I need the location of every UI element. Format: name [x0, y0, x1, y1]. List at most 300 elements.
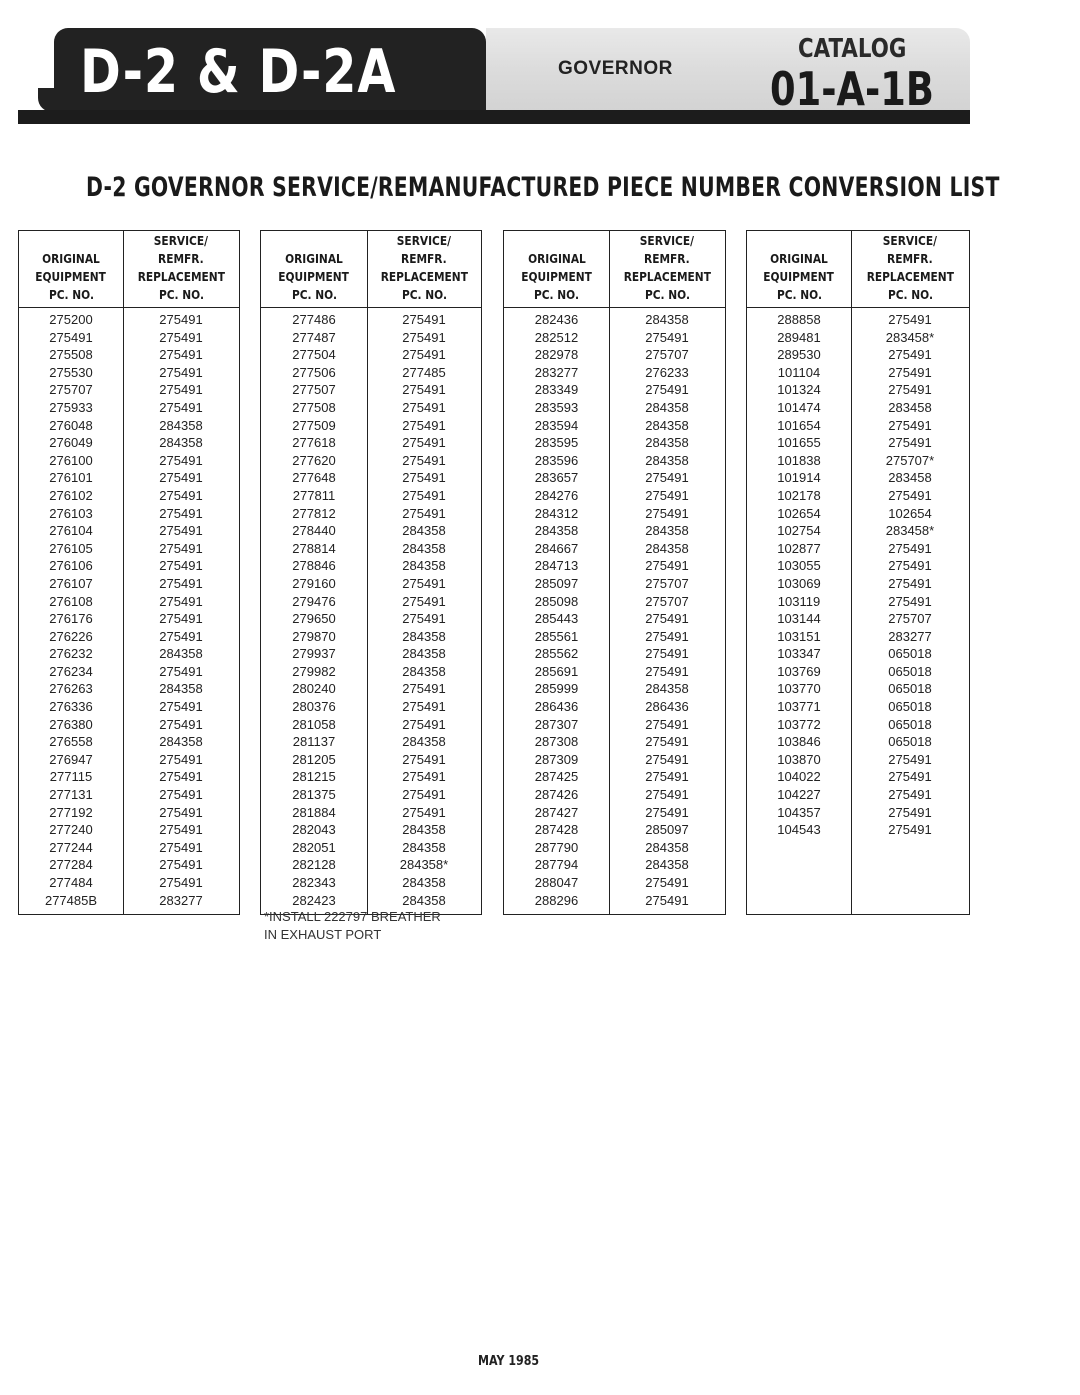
- page-title: D-2 GOVERNOR SERVICE/REMANUFACTURED PIECE NUMBER CONVERSION LIST: [86, 172, 1000, 203]
- service-pc-no-cell: 284358: [645, 857, 689, 873]
- service-pc-no-cell: 275491: [888, 804, 932, 820]
- service-pc-no-cell: 275491: [888, 487, 932, 503]
- original-pc-no-cell: 276104: [49, 523, 93, 539]
- service-pc-no-cell: 275491: [645, 734, 689, 750]
- service-pc-no-cell: 275491: [159, 699, 203, 715]
- catalog-label: CATALOG: [798, 34, 907, 64]
- original-pc-no-cell: 277504: [292, 347, 336, 363]
- original-pc-no-cell: 101655: [777, 435, 821, 451]
- original-pc-no-cell: 288296: [534, 892, 579, 908]
- original-pc-no-header: [504, 231, 610, 307]
- service-pc-no-cell: 275491: [159, 575, 203, 591]
- original-pc-no-cell: 276101: [49, 470, 93, 486]
- header-line: PC. NO.: [533, 287, 580, 302]
- service-pc-no-cell: 275491: [159, 751, 203, 767]
- service-pc-no-cell: 275491: [159, 839, 203, 855]
- original-pc-no-cell: 279476: [292, 593, 336, 609]
- section-label: GOVERNOR: [558, 58, 673, 79]
- service-pc-no-cell: 275491: [402, 417, 446, 433]
- header-line: PC. NO.: [158, 287, 204, 302]
- original-pc-no-cell: 283594: [534, 417, 579, 433]
- original-pc-no-cell: 287790: [534, 839, 579, 855]
- table-header: [747, 231, 969, 308]
- original-pc-no-cell: 103770: [777, 681, 821, 697]
- original-pc-no-cell: 276234: [49, 663, 93, 679]
- service-pc-no-cell: 275491: [645, 787, 689, 803]
- original-pc-no-cell: 277240: [49, 822, 93, 838]
- service-pc-no-cell: 275491: [888, 382, 932, 398]
- original-pc-no-cell: 276263: [49, 681, 93, 697]
- service-pc-no-cell: 284358: [402, 646, 446, 662]
- original-pc-no-cell: 287307: [534, 716, 579, 732]
- service-pc-no-column: [124, 308, 238, 914]
- service-pc-no-cell: 275491: [159, 769, 203, 785]
- service-pc-no-cell: 284358: [159, 734, 203, 750]
- original-pc-no-cell: 284358: [534, 523, 579, 539]
- original-pc-no-cell: 275200: [49, 312, 93, 327]
- header-line: EQUIPMENT: [521, 269, 592, 284]
- service-pc-no-cell: 277485: [402, 364, 446, 380]
- header-line: PC. NO.: [644, 287, 690, 302]
- service-pc-no-cell: 275707*: [885, 452, 935, 468]
- original-pc-no-cell: 102178: [777, 487, 821, 503]
- service-pc-no-cell: 275491: [159, 487, 203, 503]
- header-line: PC. NO.: [776, 287, 822, 302]
- original-pc-no-column: [504, 308, 610, 914]
- original-pc-no-cell: 101914: [777, 470, 821, 486]
- original-pc-no-cell: 275491: [49, 329, 93, 345]
- service-pc-no-cell: 275491: [402, 435, 446, 451]
- original-pc-no-cell: 276105: [49, 540, 93, 556]
- original-pc-no-cell: 276100: [49, 452, 93, 468]
- original-pc-no-cell: 287427: [534, 804, 579, 820]
- service-pc-no-cell: 283458*: [885, 329, 935, 345]
- header-line: EQUIPMENT: [278, 269, 350, 284]
- header-line: REMFR.: [644, 251, 690, 266]
- catalog-number: 01-A-1B: [770, 62, 934, 116]
- service-pc-no-cell: 275491: [402, 751, 446, 767]
- service-pc-no-cell: 275491: [159, 312, 203, 327]
- table-header: [504, 231, 725, 308]
- original-pc-no-cell: 281215: [292, 769, 336, 785]
- original-pc-no-cell: 289481: [777, 329, 821, 345]
- service-pc-no-cell: 284358: [402, 734, 446, 750]
- service-pc-no-cell: 275491: [159, 787, 203, 803]
- service-pc-no-cell: 284358: [402, 540, 446, 556]
- header-line: ORIGINAL: [770, 251, 828, 266]
- service-pc-no-cell: 275491: [645, 505, 689, 521]
- header-line: PC. NO.: [48, 287, 94, 302]
- service-pc-no-cell: 275491: [645, 558, 689, 574]
- service-pc-no-cell: 276233: [645, 364, 689, 380]
- service-pc-no-cell: 275707: [645, 575, 689, 591]
- original-pc-no-cell: 287426: [534, 787, 579, 803]
- service-pc-no-cell: 284358: [159, 646, 203, 662]
- header-line: REPLACEMENT: [137, 269, 225, 284]
- service-pc-no-cell: 275491: [402, 769, 446, 785]
- service-pc-no-cell: 275491: [402, 382, 446, 398]
- original-pc-no-cell: 278846: [292, 558, 336, 574]
- original-pc-no-cell: 283657: [534, 470, 579, 486]
- service-pc-no-cell: 275707: [645, 347, 689, 363]
- header-line: REPLACEMENT: [866, 269, 954, 284]
- footnote: *INSTALL 222797 BREATHER IN EXHAUST PORT: [264, 909, 441, 942]
- service-pc-no-cell: 284358: [645, 452, 689, 468]
- original-pc-no-cell: 280240: [292, 681, 336, 697]
- service-pc-no-cell: 065018: [888, 716, 932, 732]
- service-pc-no-cell: 275491: [402, 329, 446, 345]
- original-pc-no-cell: 283349: [534, 382, 579, 398]
- original-pc-no-cell: 277115: [49, 769, 93, 785]
- original-pc-no-cell: 277507: [292, 382, 336, 398]
- original-pc-no-cell: 280376: [292, 699, 336, 715]
- service-pc-no-cell: 285097: [645, 822, 689, 838]
- service-pc-no-cell: 275491: [888, 822, 932, 838]
- original-pc-no-cell: 281375: [292, 787, 336, 803]
- original-pc-no-header: [747, 231, 852, 307]
- service-pc-no-cell: 284358: [402, 892, 446, 908]
- service-pc-no-cell: 275491: [402, 575, 446, 591]
- original-pc-no-header: [19, 231, 124, 307]
- original-pc-no-cell: 282423: [292, 892, 336, 908]
- service-pc-no-cell: 275491: [888, 575, 932, 591]
- service-pc-no-cell: 284358: [159, 681, 203, 697]
- original-pc-no-cell: 276232: [49, 646, 93, 662]
- original-pc-no-cell: 276226: [49, 628, 93, 644]
- header-line: REMFR.: [158, 251, 204, 266]
- service-pc-no-cell: 275491: [888, 540, 932, 556]
- original-pc-no-cell: 284276: [534, 487, 579, 503]
- original-pc-no-cell: 284713: [534, 558, 579, 574]
- service-pc-no-cell: 284358: [402, 558, 446, 574]
- service-pc-no-cell: 275491: [159, 822, 203, 838]
- original-pc-no-cell: 277131: [49, 787, 93, 803]
- service-pc-no-cell: 275491: [159, 804, 203, 820]
- original-pc-no-cell: 282051: [292, 839, 336, 855]
- original-pc-no-cell: 279937: [292, 646, 336, 662]
- service-pc-no-cell: 275491: [888, 417, 932, 433]
- original-pc-no-cell: 277509: [292, 417, 336, 433]
- original-pc-no-cell: 281205: [292, 751, 336, 767]
- header-line: PC. NO.: [887, 287, 933, 302]
- original-pc-no-cell: 287309: [534, 751, 579, 767]
- service-pc-no-cell: 275491: [888, 593, 932, 609]
- conversion-table-3: [503, 230, 726, 915]
- original-pc-no-cell: 283595: [534, 435, 579, 451]
- service-pc-no-cell: 275491: [645, 892, 689, 908]
- original-pc-no-cell: 103055: [777, 558, 821, 574]
- original-pc-no-cell: 102754: [777, 523, 821, 539]
- service-pc-no-cell: 275491: [159, 347, 203, 363]
- original-pc-no-cell: 288047: [534, 875, 579, 890]
- service-pc-no-cell: 275491: [645, 751, 689, 767]
- original-pc-no-cell: 285561: [534, 628, 579, 644]
- header-line: REMFR.: [887, 251, 933, 266]
- service-pc-no-cell: 275491: [645, 470, 689, 486]
- original-pc-no-cell: 101474: [777, 399, 821, 415]
- original-pc-no-cell: 276103: [49, 505, 93, 521]
- service-pc-no-cell: 284358: [645, 417, 689, 433]
- original-pc-no-cell: 285097: [534, 575, 579, 591]
- service-pc-no-cell: 275491: [645, 382, 689, 398]
- table-header: [261, 231, 481, 308]
- service-pc-no-column: [852, 308, 968, 914]
- service-pc-no-cell: 275491: [159, 663, 203, 679]
- conversion-table-4: [746, 230, 970, 915]
- service-pc-no-cell: 275491: [402, 487, 446, 503]
- service-pc-no-cell: 275491: [159, 593, 203, 609]
- original-pc-no-cell: 279650: [292, 611, 336, 627]
- service-pc-no-cell: 065018: [888, 699, 932, 715]
- service-pc-no-cell: 275491: [159, 399, 203, 415]
- service-pc-no-column: [368, 308, 480, 914]
- original-pc-no-cell: 102877: [777, 540, 821, 556]
- service-pc-no-cell: 275491: [888, 558, 932, 574]
- service-pc-no-cell: 284358: [402, 822, 446, 838]
- service-pc-no-header: [368, 231, 480, 307]
- service-pc-no-cell: 275491: [159, 558, 203, 574]
- original-pc-no-cell: 103870: [777, 751, 821, 767]
- original-pc-no-cell: 281137: [292, 734, 336, 750]
- service-pc-no-cell: 284358: [159, 435, 203, 451]
- service-pc-no-cell: 284358: [645, 523, 689, 539]
- service-pc-no-cell: 275491: [159, 329, 203, 345]
- original-pc-no-cell: 287794: [534, 857, 579, 873]
- service-pc-no-cell: 275491: [159, 452, 203, 468]
- service-pc-no-cell: 275491: [645, 716, 689, 732]
- service-pc-no-cell: 275491: [888, 769, 932, 785]
- original-pc-no-cell: 282343: [292, 875, 336, 890]
- header-line: ORIGINAL: [527, 251, 586, 266]
- service-pc-no-cell: 275491: [888, 751, 932, 767]
- header-line: PC. NO.: [401, 287, 447, 302]
- service-pc-no-cell: 283277: [159, 892, 203, 908]
- original-pc-no-cell: 103151: [777, 628, 821, 644]
- service-pc-no-cell: 275491: [402, 312, 446, 327]
- service-pc-no-cell: 275491: [159, 523, 203, 539]
- original-pc-no-cell: 104543: [777, 822, 821, 838]
- original-pc-no-cell: 276558: [49, 734, 93, 750]
- original-pc-no-cell: 277192: [49, 804, 93, 820]
- header-line: REPLACEMENT: [380, 269, 468, 284]
- original-pc-no-cell: 287308: [534, 734, 579, 750]
- service-pc-no-cell: 284358: [402, 839, 446, 855]
- original-pc-no-cell: 287428: [534, 822, 579, 838]
- service-pc-no-cell: 275491: [645, 769, 689, 785]
- original-pc-no-cell: 277812: [292, 505, 336, 521]
- conversion-table-1: [18, 230, 240, 915]
- original-pc-no-cell: 285691: [534, 663, 579, 679]
- original-pc-no-cell: 103771: [777, 699, 821, 715]
- original-pc-no-cell: 286436: [534, 699, 579, 715]
- original-pc-no-column: [19, 308, 124, 914]
- service-pc-no-cell: 275491: [402, 399, 446, 415]
- service-pc-no-header: [852, 231, 968, 307]
- original-pc-no-cell: 101838: [777, 452, 821, 468]
- original-pc-no-cell: 283277: [534, 364, 579, 380]
- original-pc-no-cell: 285443: [534, 611, 579, 627]
- original-pc-no-cell: 103772: [777, 716, 821, 732]
- original-pc-no-cell: 276048: [49, 417, 93, 433]
- original-pc-no-cell: 277484: [49, 875, 93, 890]
- service-pc-no-cell: 275491: [159, 628, 203, 644]
- original-pc-no-cell: 285999: [534, 681, 579, 697]
- service-pc-no-cell: 275491: [159, 875, 203, 890]
- table-body: [19, 308, 239, 914]
- service-pc-no-cell: 065018: [888, 734, 932, 750]
- table-body: [504, 308, 725, 914]
- original-pc-no-cell: 276049: [49, 435, 93, 451]
- original-pc-no-cell: 275707: [49, 382, 93, 398]
- original-pc-no-cell: 285098: [534, 593, 579, 609]
- service-pc-no-cell: 275491: [159, 857, 203, 873]
- original-pc-no-cell: 282043: [292, 822, 336, 838]
- original-pc-no-cell: 103347: [777, 646, 821, 662]
- original-pc-no-cell: 278440: [292, 523, 336, 539]
- header-line: SERVICE/: [639, 233, 695, 248]
- original-pc-no-cell: 276380: [49, 716, 93, 732]
- service-pc-no-cell: 275491: [402, 347, 446, 363]
- service-pc-no-cell: 275491: [402, 787, 446, 803]
- original-pc-no-cell: 289530: [777, 347, 821, 363]
- service-pc-no-cell: 284358: [645, 312, 689, 327]
- original-pc-no-cell: 101104: [777, 364, 821, 380]
- service-pc-no-cell: 275491: [402, 611, 446, 627]
- service-pc-no-cell: 275491: [402, 505, 446, 521]
- service-pc-no-cell: 275707: [645, 593, 689, 609]
- service-pc-no-cell: 275491: [402, 452, 446, 468]
- original-pc-no-cell: 276106: [49, 558, 93, 574]
- header-line: ORIGINAL: [42, 251, 100, 266]
- service-pc-no-cell: 275491: [159, 611, 203, 627]
- service-pc-no-cell: 283277: [888, 628, 932, 644]
- service-pc-no-cell: 275491: [888, 312, 932, 327]
- original-pc-no-cell: 284312: [534, 505, 579, 521]
- original-pc-no-cell: 282512: [534, 329, 579, 345]
- original-pc-no-cell: 277506: [292, 364, 336, 380]
- original-pc-no-cell: 102654: [777, 505, 821, 521]
- original-pc-no-cell: 282128: [292, 857, 336, 873]
- service-pc-no-cell: 275491: [159, 505, 203, 521]
- service-pc-no-cell: 275491: [645, 663, 689, 679]
- service-pc-no-cell: 102654: [888, 505, 932, 521]
- service-pc-no-cell: 275491: [402, 681, 446, 697]
- service-pc-no-cell: 283458: [888, 399, 932, 415]
- original-pc-no-cell: 282978: [534, 347, 579, 363]
- header-line: REMFR.: [401, 251, 447, 266]
- original-pc-no-cell: 277486: [292, 312, 336, 327]
- original-pc-no-cell: 277485B: [44, 892, 98, 908]
- original-pc-no-cell: 276107: [49, 575, 93, 591]
- original-pc-no-column: [747, 308, 852, 914]
- service-pc-no-cell: 275491: [888, 787, 932, 803]
- header-line: EQUIPMENT: [763, 269, 835, 284]
- original-pc-no-cell: 104022: [777, 769, 821, 785]
- original-pc-no-cell: 104357: [777, 804, 821, 820]
- original-pc-no-cell: 103846: [777, 734, 821, 750]
- service-pc-no-cell: 284358: [645, 681, 689, 697]
- service-pc-no-cell: 284358: [645, 839, 689, 855]
- service-pc-no-cell: 275491: [159, 382, 203, 398]
- original-pc-no-cell: 277284: [49, 857, 93, 873]
- original-pc-no-cell: 277244: [49, 839, 93, 855]
- table-body: [747, 308, 969, 914]
- original-pc-no-cell: 276176: [49, 611, 93, 627]
- service-pc-no-cell: 065018: [888, 681, 932, 697]
- service-pc-no-cell: 275491: [402, 699, 446, 715]
- service-pc-no-cell: 275491: [645, 628, 689, 644]
- service-pc-no-cell: 275491: [402, 716, 446, 732]
- original-pc-no-cell: 276947: [49, 751, 93, 767]
- model-title: D-2 & D-2A: [80, 37, 397, 107]
- original-pc-no-cell: 281058: [292, 716, 336, 732]
- original-pc-no-cell: 275933: [49, 399, 93, 415]
- original-pc-no-cell: 276102: [49, 487, 93, 503]
- service-pc-no-cell: 275491: [402, 470, 446, 486]
- header-line: SERVICE/: [153, 233, 209, 248]
- service-pc-no-cell: 284358: [645, 399, 689, 415]
- original-pc-no-cell: 103769: [777, 663, 821, 679]
- original-pc-no-cell: 283593: [534, 399, 579, 415]
- service-pc-no-cell: 275491: [159, 364, 203, 380]
- service-pc-no-cell: 275491: [645, 804, 689, 820]
- header-line: SERVICE/: [882, 233, 938, 248]
- header-line: EQUIPMENT: [35, 269, 107, 284]
- original-pc-no-cell: 277487: [292, 329, 336, 345]
- service-pc-no-cell: 275491: [645, 329, 689, 345]
- original-pc-no-cell: 276108: [49, 593, 93, 609]
- original-pc-no-cell: 103144: [777, 611, 821, 627]
- original-pc-no-column: [261, 308, 368, 914]
- service-pc-no-cell: 284358: [402, 663, 446, 679]
- header-line: PC. NO.: [291, 287, 337, 302]
- service-pc-no-cell: 275491: [645, 611, 689, 627]
- original-pc-no-cell: 279870: [292, 628, 336, 644]
- service-pc-no-column: [610, 308, 724, 914]
- original-pc-no-cell: 277620: [292, 452, 336, 468]
- header-line: REPLACEMENT: [623, 269, 711, 284]
- original-pc-no-cell: 103069: [777, 575, 821, 591]
- service-pc-no-cell: 275491: [159, 470, 203, 486]
- table-body: [261, 308, 481, 914]
- original-pc-no-cell: 275530: [49, 364, 93, 380]
- original-pc-no-cell: 283596: [534, 452, 579, 468]
- original-pc-no-cell: 277508: [292, 399, 336, 415]
- header-line: ORIGINAL: [285, 251, 343, 266]
- service-pc-no-header: [610, 231, 724, 307]
- original-pc-no-cell: 103119: [777, 593, 821, 609]
- service-pc-no-cell: 275491: [402, 593, 446, 609]
- original-pc-no-cell: 101324: [777, 382, 821, 398]
- original-pc-no-cell: 276336: [49, 699, 93, 715]
- service-pc-no-cell: 284358: [645, 540, 689, 556]
- original-pc-no-cell: 288858: [777, 312, 821, 327]
- original-pc-no-cell: 279982: [292, 663, 336, 679]
- service-pc-no-cell: 065018: [888, 646, 932, 662]
- original-pc-no-cell: 285562: [534, 646, 579, 662]
- service-pc-no-cell: 275491: [645, 875, 689, 890]
- service-pc-no-cell: 275491: [888, 364, 932, 380]
- service-pc-no-cell: 283458*: [885, 523, 935, 539]
- service-pc-no-cell: 284358: [402, 523, 446, 539]
- service-pc-no-cell: 286436: [645, 699, 689, 715]
- original-pc-no-cell: 277648: [292, 470, 336, 486]
- service-pc-no-cell: 275491: [888, 347, 932, 363]
- service-pc-no-cell: 275491: [645, 487, 689, 503]
- service-pc-no-cell: 275491: [159, 716, 203, 732]
- original-pc-no-cell: 104227: [777, 787, 821, 803]
- service-pc-no-cell: 275491: [159, 540, 203, 556]
